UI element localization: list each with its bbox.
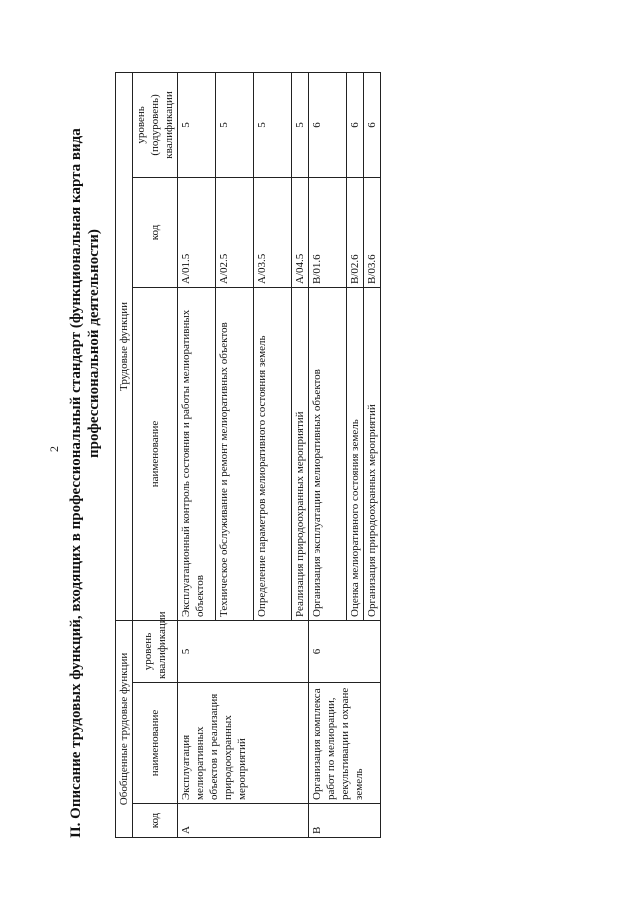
column-header-tf-code: код (133, 177, 178, 287)
section-title-line-2: профессиональной деятельности) (86, 229, 102, 458)
column-header-code: код (133, 804, 178, 838)
function-level: 6 (364, 72, 381, 177)
functional-map-table (115, 72, 381, 838)
group-code: А (178, 804, 309, 838)
function-name: Реализация природоохранных мероприятий (292, 287, 309, 620)
function-code: А/04.5 (292, 177, 309, 287)
function-level: 5 (178, 72, 216, 177)
group-level: 5 (178, 620, 309, 682)
section-title (65, 68, 111, 838)
function-name: Определение параметров мелиоративного состояния земель (254, 287, 292, 620)
group-level: 6 (309, 620, 381, 682)
group-code: В (309, 804, 381, 838)
function-code: В/02.6 (347, 177, 364, 287)
column-header-tf-level: уровень (подуровень) квалификации (133, 72, 178, 177)
column-header-name: наименование (133, 683, 178, 804)
table-row (178, 72, 216, 837)
function-name: Оценка мелиоративного состояния земель (347, 287, 364, 620)
table-row (309, 72, 347, 837)
function-level: 5 (216, 72, 254, 177)
column-header-level: уровень квалификации (133, 620, 178, 682)
function-name: Эксплуатационный контроль состояния и работы мелиоративных объектов (178, 287, 216, 620)
function-code: В/01.6 (309, 177, 347, 287)
function-name: Организация эксплуатации мелиоративных объектов (309, 287, 347, 620)
function-code: В/03.6 (364, 177, 381, 287)
function-level: 6 (309, 72, 347, 177)
function-name: Техническое обслуживание и ремонт мелиоративных объектов (216, 287, 254, 620)
group-name: Эксплуатация мелиоративных объектов и реализация природоохранных мероприятий (178, 683, 309, 804)
page-number: 2 (47, 446, 61, 452)
function-code: А/02.5 (216, 177, 254, 287)
function-level: 5 (254, 72, 292, 177)
function-level: 5 (292, 72, 309, 177)
section-title-line-1: II. Описание трудовых функций, входящих в профессиональный стандарт (функциональная карта вида (68, 128, 84, 838)
function-code: А/01.5 (178, 177, 216, 287)
group-name: Организация комплекса работ по мелиорации, рекультивации и охране земель (309, 683, 381, 804)
function-code: А/03.5 (254, 177, 292, 287)
generalized-functions-header: Обобщенные трудовые функции (116, 620, 133, 837)
function-level: 6 (347, 72, 364, 177)
function-name: Организация природоохранных мероприятий (364, 287, 381, 620)
column-header-tf-name: наименование (133, 287, 178, 620)
labor-functions-header: Трудовые функции (116, 72, 133, 620)
rotated-content (65, 68, 585, 838)
